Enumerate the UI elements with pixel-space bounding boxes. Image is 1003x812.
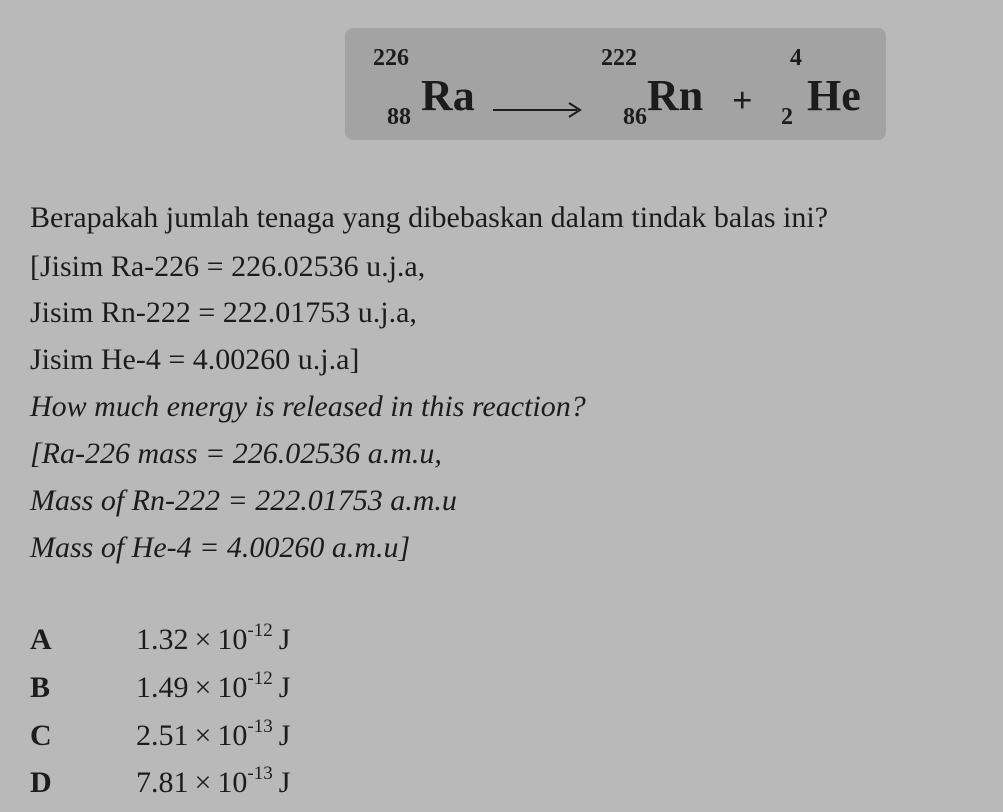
reaction-arrow-icon <box>493 100 583 120</box>
option-unit: J <box>278 623 291 656</box>
plus-sign: + <box>732 80 753 120</box>
option-base: 10 <box>217 671 248 704</box>
option-unit: J <box>278 719 291 752</box>
question-english-line: How much energy is released in this reaction? <box>30 390 586 423</box>
times-sign: × <box>194 623 212 656</box>
product1-symbol: Rn <box>647 71 704 120</box>
times-sign: × <box>194 766 212 799</box>
question-malay-line: Berapakah jumlah tenaga yang dibebaskan dalam tindak balas ini? <box>30 201 829 234</box>
option-unit: J <box>278 671 291 704</box>
reactant-atomic-number: 88 <box>387 104 411 130</box>
option-value <box>136 620 291 656</box>
product2-atomic-number: 2 <box>781 104 793 130</box>
option-unit: J <box>278 766 291 799</box>
question-malay-line: [Jisim Ra-226 = 226.02536 u.j.a, <box>30 250 426 283</box>
product1-mass-number: 222 <box>601 45 637 71</box>
question-malay-line: Jisim He-4 = 4.00260 u.j.a] <box>30 343 360 376</box>
option-coefficient: 1.32 <box>136 623 189 656</box>
equation-box <box>345 28 886 140</box>
option-base: 10 <box>217 766 248 799</box>
product2-symbol: He <box>807 71 861 120</box>
option-letter: B <box>30 671 51 704</box>
option-exponent: -12 <box>247 668 273 689</box>
option-value <box>136 716 291 752</box>
option-value <box>136 763 291 799</box>
times-sign: × <box>194 719 212 752</box>
option-letter: C <box>30 719 52 752</box>
option-base: 10 <box>217 719 248 752</box>
option-coefficient: 7.81 <box>136 766 189 799</box>
option-exponent: -13 <box>247 716 273 737</box>
option-coefficient: 2.51 <box>136 719 189 752</box>
reactant-symbol: Ra <box>421 71 475 120</box>
option-base: 10 <box>217 623 248 656</box>
question-malay-line: Jisim Rn-222 = 222.01753 u.j.a, <box>30 296 417 329</box>
option-exponent: -13 <box>247 763 273 784</box>
option-coefficient: 1.49 <box>136 671 189 704</box>
option-value <box>136 668 291 704</box>
product1-atomic-number: 86 <box>623 104 647 130</box>
option-letter: A <box>30 623 52 656</box>
product2-mass-number: 4 <box>790 45 802 71</box>
question-english-line: Mass of He-4 = 4.00260 a.m.u] <box>30 531 411 564</box>
times-sign: × <box>194 671 212 704</box>
reactant-mass-number: 226 <box>373 45 409 71</box>
question-english-line: [Ra-226 mass = 226.02536 a.m.u, <box>30 437 442 470</box>
option-letter: D <box>30 766 52 799</box>
option-exponent: -12 <box>247 620 273 641</box>
question-english-line: Mass of Rn-222 = 222.01753 a.m.u <box>30 484 457 517</box>
